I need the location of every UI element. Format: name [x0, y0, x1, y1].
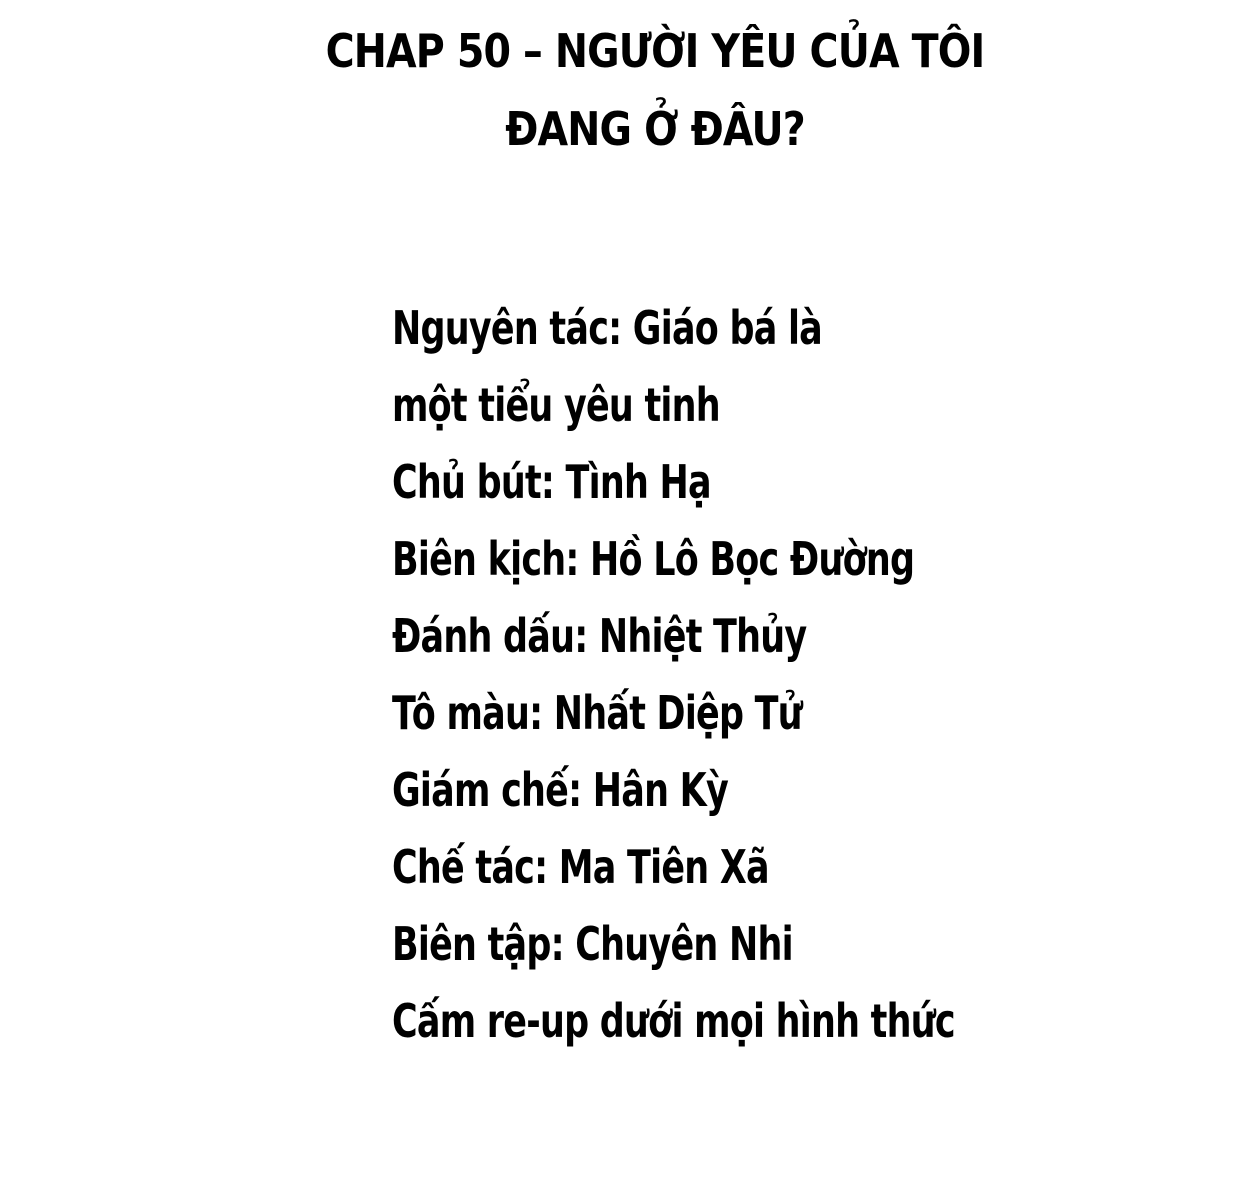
chapter-title [307, 12, 1004, 168]
credit-original-work: Nguyên tác: Giáo bá là [392, 301, 823, 355]
credit-production: Chế tác: Ma Tiên Xã [392, 840, 769, 894]
reupload-notice: Cấm re-up dưới mọi hình thức [392, 994, 955, 1048]
credit-marking: Đánh dấu: Nhiệt Thủy [392, 609, 807, 663]
credit-colorist: Tô màu: Nhất Diệp Tử [392, 686, 802, 740]
credit-editor: Biên tập: Chuyên Nhi [392, 917, 793, 971]
credit-supervisor: Giám chế: Hân Kỳ [392, 763, 728, 817]
credit-screenwriter: Biên kịch: Hồ Lô Bọc Đường [392, 532, 915, 586]
credits-list [392, 290, 955, 1060]
credit-original-work-cont: một tiểu yêu tinh [392, 378, 720, 432]
chapter-title-line-2: ĐANG Ở ĐÂU? [505, 102, 805, 156]
credit-lead-artist: Chủ bút: Tình Hạ [392, 455, 711, 509]
chapter-title-line-1: CHAP 50 – NGƯỜI YÊU CỦA TÔI [325, 24, 985, 78]
